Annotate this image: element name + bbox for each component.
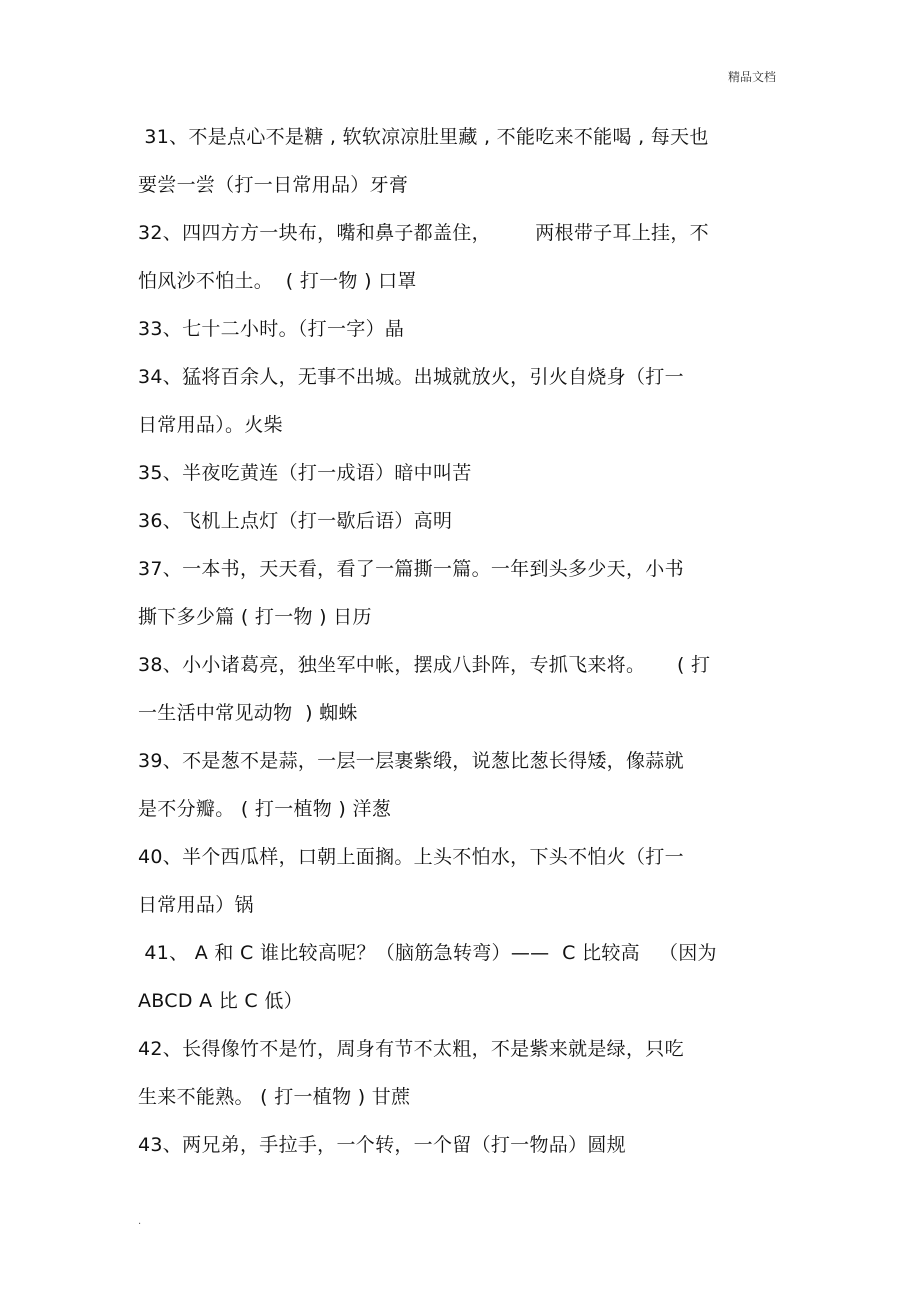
text-line: 怕风沙不怕土。 ( 打一物 ) 口罩 [138,270,417,292]
page-header-watermark: 精品文档 [727,70,776,84]
text-line: 32、四四方方一块布，嘴和鼻子都盖住， 两根带子耳上挂，不 [138,222,709,244]
text-line: ABCD A 比 C 低） [138,990,303,1012]
text-line: 39、不是葱不是蒜，一层一层裹紫缎，说葱比葱长得矮，像蒜就 [138,750,684,772]
text-line: 31、不是点心不是糖 , 软软凉凉肚里藏 , 不能吃来不能喝 , 每天也 [138,126,709,148]
text-line: 40、半个西瓜样，口朝上面搁。上头不怕水，下头不怕火（打一 [138,846,684,868]
text-line: 33、七十二小时。（打一字）晶 [138,318,405,340]
text-line: 是不分瓣。 ( 打一植物 ) 洋葱 [138,798,392,820]
text-line: 37、一本书，天天看，看了一篇撕一篇。一年到头多少天，小书 [138,558,684,580]
footer-mark: . [138,1216,142,1227]
text-line: 日常用品）。火柴 [138,414,283,436]
text-line: 41、 A 和 C 谁比较高呢？（脑筋急转弯）—— C 比较高 （因为 [138,942,717,964]
text-line: 43、两兄弟，手拉手，一个转，一个留（打一物品）圆规 [138,1134,626,1156]
text-line: 34、猛将百余人，无事不出城。出城就放火，引火自烧身（打一 [138,366,684,388]
riddle-list [138,117,788,1173]
text-line: 36、飞机上点灯（打一歇后语）高明 [138,510,453,532]
text-line: 撕下多少篇 ( 打一物 ) 日历 [138,606,372,628]
text-line: 生来不能熟。 ( 打一植物 ) 甘蔗 [138,1086,411,1108]
text-line: 38、小小诸葛亮，独坐军中帐，摆成八卦阵，专抓飞来将。 ( 打 [138,654,711,676]
text-line: 35、半夜吃黄连（打一成语）暗中叫苦 [138,462,472,484]
text-line: 日常用品）锅 [138,894,254,916]
text-line: 要尝一尝（打一日常用品）牙膏 [138,174,409,196]
text-line: 一生活中常见动物 ) 蜘蛛 [138,702,358,724]
text-line: 42、长得像竹不是竹，周身有节不太粗，不是紫来就是绿，只吃 [138,1038,684,1060]
